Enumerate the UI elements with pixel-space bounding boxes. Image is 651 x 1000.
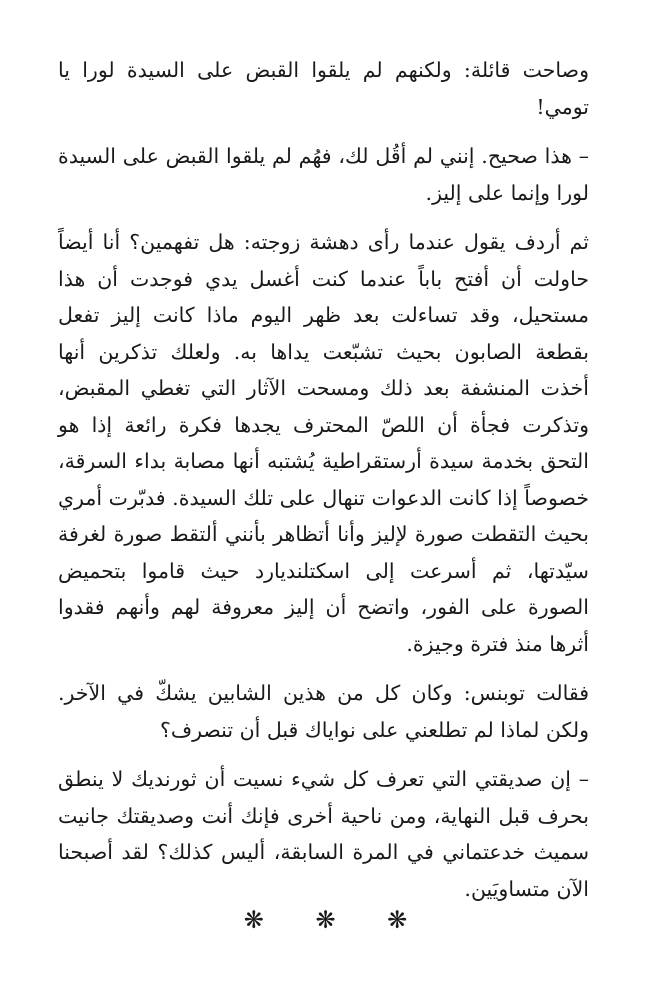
paragraph-4: فقالت توبنس: وكان كل من هذين الشابين يشكّ في الآخر. ولكن لماذا لم تطلعني على نواياك قبل أن تنصرف؟	[58, 681, 589, 742]
paragraph-3: ثم أردف يقول عندما رأى دهشة زوجته: هل تفهمين؟ أنا أيضاً حاولت أن أفتح باباً عندما كنت أغسل يدي فوجدت أن هذا مستحيل، وقد تساءلت بعد ظهر اليوم ماذا كانت إليز تفعل بقطعة الصابون بحيث تشبّعت يداها به. ولعلك تذكرين أنها أخذت المنشفة بعد ذلك ومسحت الآثار التي تغطي المقبض، وتذكرت فجأة أن اللصّ المحترف يجدها فكرة رائعة إذا هو التحق بخدمة سيدة أرستقراطية يُشتبه أنها مصابة بداء السرقة، خصوصاً إذا كانت الدعوات تنهال على تلك السيدة. فدبّرت أمري بحيث التقطت صورة لإليز وأنا أتظاهر بأنني ألتقط صورة لغرفة سيّدتها، ثم أسرعت إلى اسكتلنديارد حيث قاموا بتحميض الصورة على الفور، واتضح أن إليز معروفة لهم وأنهم فقدوا أثرها منذ فترة وجيزة.	[58, 230, 589, 656]
paragraph-1: وصاحت قائلة: ولكنهم لم يلقوا القبض على السيدة لورا يا تومي!	[58, 58, 589, 119]
paragraph-5: – إن صديقتي التي تعرف كل شيء نسيت أن ثورنديك لا ينطق بحرف قبل النهاية، ومن ناحية أخرى فإنك أنت وصديقتك جانيت سميث خدعتماني في المرة السابقة، أليس كذلك؟ لقد أصبحنا الآن متساويَين.	[58, 767, 589, 901]
section-break-ornament: ❋ ❋ ❋	[243, 906, 430, 934]
document-page	[58, 52, 589, 920]
paragraph-2: – هذا صحيح. إنني لم أقُل لك، فهُم لم يلقوا القبض على السيدة لورا وإنما على إليز.	[58, 144, 589, 205]
